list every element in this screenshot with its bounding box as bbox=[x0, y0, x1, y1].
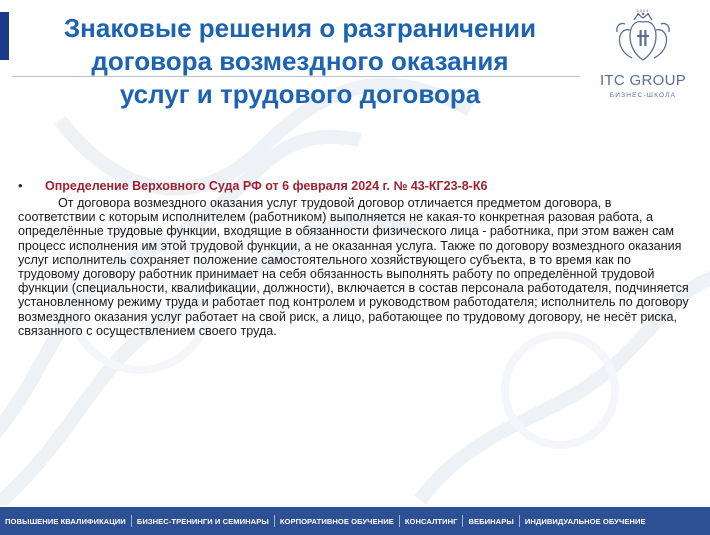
definition-item bbox=[18, 178, 690, 194]
logo-year: 2004 bbox=[636, 8, 650, 13]
footer-separator bbox=[519, 515, 520, 527]
footer-link-trainings[interactable]: БИЗНЕС-ТРЕНИНГИ И СЕМИНАРЫ bbox=[136, 516, 269, 526]
footer-link-webinars[interactable]: ВЕБИНАРЫ bbox=[468, 516, 514, 526]
slide-title-line: договора возмездного оказания bbox=[91, 46, 509, 76]
slide-content bbox=[18, 178, 690, 338]
footer-separator bbox=[462, 515, 463, 527]
footer-link-consulting[interactable]: КОНСАЛТИНГ bbox=[404, 516, 458, 526]
footer-link-corporate[interactable]: КОРПОРАТИВНОЕ ОБУЧЕНИЕ bbox=[279, 516, 394, 526]
footer-nav-bar bbox=[0, 507, 710, 535]
footer-separator bbox=[399, 515, 400, 527]
definition-heading: Определение Верховного Суда РФ от 6 февраля 2024 г. № 43-КГ23-8-К6 bbox=[45, 179, 488, 193]
footer-separator bbox=[131, 515, 132, 527]
slide-title-line: услуг и трудового договора bbox=[119, 79, 481, 109]
footer-separator bbox=[274, 515, 275, 527]
footer-link-individual[interactable]: ИНДИВИДУАЛЬНОЕ ОБУЧЕНИЕ bbox=[524, 516, 646, 526]
bullet-marker: • bbox=[18, 178, 23, 193]
footer-link-qualification[interactable]: ПОВЫШЕНИЕ КВАЛИФИКАЦИИ bbox=[5, 516, 126, 526]
logo-subtitle: БИЗНЕС-ШКОЛА bbox=[609, 92, 677, 99]
company-logo bbox=[588, 8, 698, 108]
slide-title bbox=[20, 12, 580, 111]
definition-body-text: От договора возмездного оказания услуг трудовой договор отличается предметом договора, в соответствии с которым исполнителем (работником) выполняется не какая-то конкретная разовая работа, а определённые трудовые функции, входящие в обязанности физического лица - работника, при этом важен сам процесс исполнения им этой трудовой функции, а не оказанная услуга. Также по договору возмездного оказания услуг исполнитель сохраняет положение самостоятельного хозяйствующего субъекта, в то время как по трудовому договору работник принимает на себя обязанность выполнять работу по определённой трудовой функции (специальности, квалификации, должности), включается в состав персонала работодателя, подчиняется установленному режиму труда и работает под контролем и руководством работодателя; исполнитель по договору возмездного оказания услуг работает на свой риск, а лицо, работающее по трудовому договору, не несёт риска, связанного с осуществлением своего труда. bbox=[18, 196, 689, 338]
slide-title-line: Знаковые решения о разграничении bbox=[63, 13, 537, 43]
crest-icon bbox=[610, 8, 676, 70]
title-divider bbox=[12, 76, 580, 77]
logo-name: ITC GROUP bbox=[599, 72, 687, 89]
title-accent-bar bbox=[0, 12, 9, 60]
